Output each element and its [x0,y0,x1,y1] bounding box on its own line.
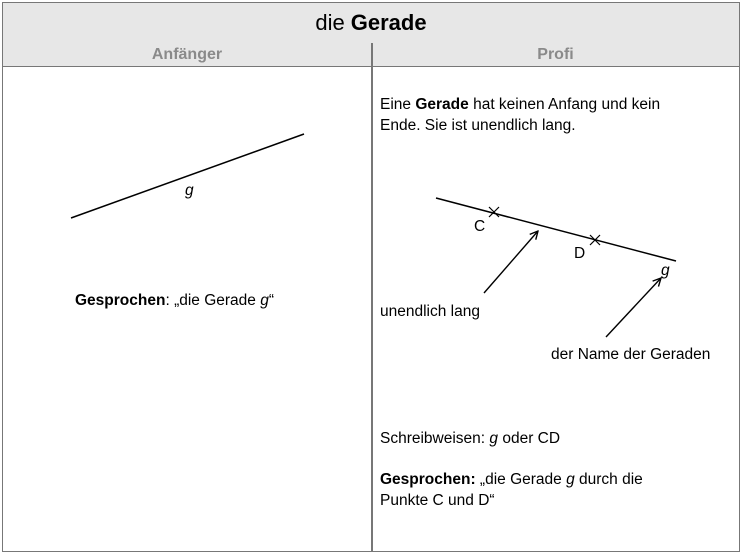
pro-intro-line1 [380,94,660,115]
pro-spoken-label: Gesprochen: [380,471,476,488]
column-header-beginner: Anfänger [3,43,371,67]
beginner-spoken [75,290,274,311]
pro-spoken-prefix: „die Gerade [475,471,567,488]
column-header-pro: Profi [373,43,739,67]
pro-intro-prefix: Eine [380,96,416,113]
pro-intro [380,94,660,136]
pro-line-label: g [661,262,670,279]
pro-spoken-line1 [380,469,643,490]
pro-notation-suffix: oder CD [498,430,561,447]
pro-line [436,198,676,261]
pro-spoken-suffix: durch die [574,471,643,488]
pro-spoken [380,469,643,511]
arrow-name [606,278,661,337]
beginner-spoken-label: Gesprochen [75,292,166,309]
beginner-spoken-var: g [260,292,269,309]
beginner-line-label: g [185,182,194,199]
title-term: Gerade [350,10,427,35]
pro-notation-var: g [489,430,499,447]
pro-spoken-line2: Punkte C und D“ [380,492,495,509]
beginner-spoken-suffix: “ [268,292,275,309]
annotation-name: der Name der Geraden [551,346,711,363]
beginner-line [71,134,304,218]
pro-intro-rest: hat keinen Anfang und kein [468,96,661,113]
annotation-infinite: unendlich lang [380,303,480,320]
point-c-label: C [474,218,486,235]
title-prefix: die [315,10,345,35]
arrow-infinite [484,231,538,293]
point-d-label: D [574,245,586,262]
pro-intro-line2: Ende. Sie ist unendlich lang. [380,117,576,134]
pro-spoken-var: g [566,471,575,488]
pro-notation-prefix: Schreibweisen: [380,430,490,447]
beginner-spoken-prefix: : „die Gerade [165,292,261,309]
pro-intro-term: Gerade [415,96,469,113]
pro-notation [380,428,560,449]
